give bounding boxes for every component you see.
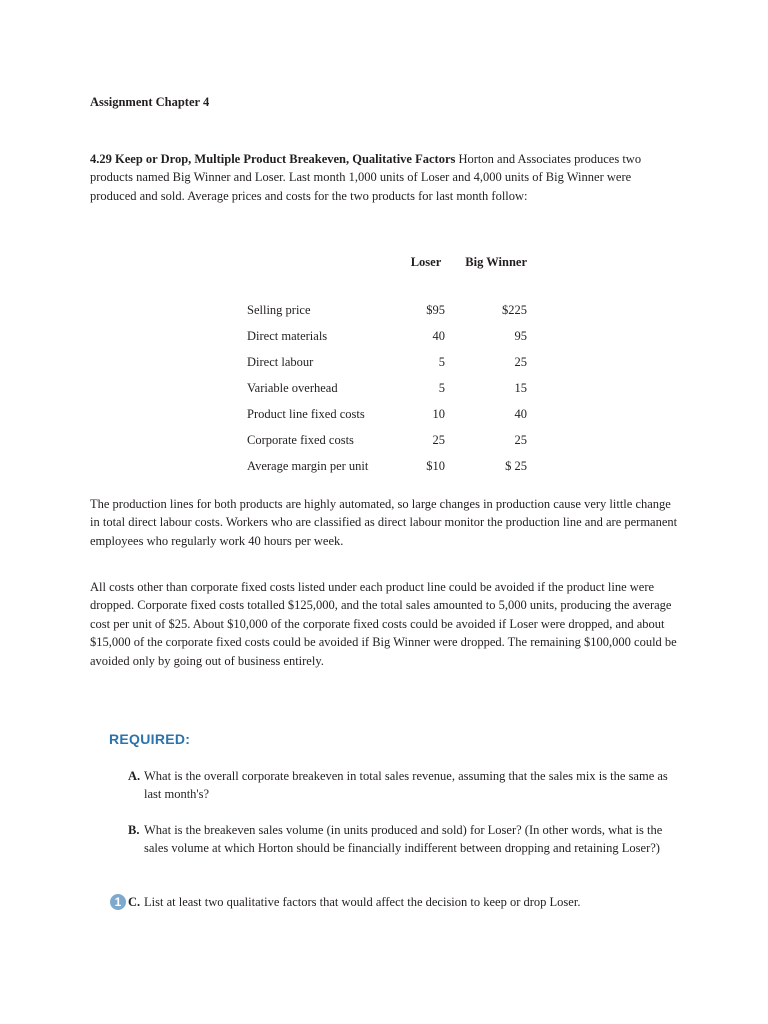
row-label: Variable overhead: [247, 380, 338, 395]
assignment-heading: Assignment Chapter 4: [90, 95, 210, 109]
table-row: [243, 453, 527, 479]
header-blank: [243, 253, 407, 297]
header-big-winner: Big Winner: [465, 255, 527, 269]
question-letter: B.: [128, 823, 140, 837]
header-loser: Loser: [410, 255, 442, 269]
table-row: [243, 297, 527, 323]
loser-value: $10: [426, 458, 445, 473]
big-winner-value: 25: [514, 432, 527, 447]
question-c: [128, 893, 678, 911]
loser-value: 25: [432, 432, 445, 447]
table-row: [243, 349, 527, 375]
loser-value: $95: [426, 302, 445, 317]
row-label: Product line fixed costs: [247, 406, 365, 421]
question-b: [128, 821, 678, 858]
loser-value: 5: [438, 354, 445, 369]
problem-intro: [90, 150, 678, 205]
table-row: [243, 401, 527, 427]
big-winner-value: 95: [514, 328, 527, 343]
loser-value: 10: [432, 406, 445, 421]
required-label: REQUIRED:: [109, 731, 191, 747]
question-letter: C.: [128, 895, 141, 909]
cost-table: [243, 253, 527, 479]
loser-value: 5: [438, 380, 445, 395]
learning-objective-badge-icon: 1: [110, 894, 126, 910]
paragraph-production-lines: The production lines for both products are highly automated, so large changes in production cause very little change in total direct labour costs. Workers who are classified as direct labour monitor the production line and are permanent employees who regularly work 40 hours per week.: [90, 497, 678, 548]
question-a: [128, 767, 678, 804]
question-text: What is the breakeven sales volume (in units produced and sold) for Loser? (In other words, what is the sales volume at which Horton should be financially indifferent between dropping and retaining Loser?): [144, 823, 663, 856]
loser-value: 40: [432, 328, 445, 343]
big-winner-value: 40: [514, 406, 527, 421]
big-winner-value: 25: [514, 354, 527, 369]
big-winner-value: $ 25: [505, 458, 527, 473]
problem-title: 4.29 Keep or Drop, Multiple Product Breakeven, Qualitative Factors: [90, 152, 456, 166]
question-text: List at least two qualitative factors that would affect the decision to keep or drop Loser.: [144, 895, 581, 909]
table-header-row: [243, 253, 527, 297]
question-letter: A.: [128, 769, 141, 783]
row-label: Direct labour: [247, 354, 314, 369]
row-label: Selling price: [247, 302, 311, 317]
table-row: [243, 427, 527, 453]
paragraph-avoidable-costs: All costs other than corporate fixed costs listed under each product line could be avoided if the product line were dropped. Corporate fixed costs totalled $125,000, and the total sales amounted to 5,000 units, producing the average cost per unit of $25. About $10,000 of the corporate fixed costs could be avoided if Loser were dropped, and about $15,000 of the corporate fixed costs could be avoided if Big Winner were dropped. The remaining $100,000 could be avoided only by going out of business entirely.: [90, 580, 677, 668]
big-winner-value: 15: [514, 380, 527, 395]
big-winner-value: $225: [502, 302, 527, 317]
table-row: [243, 323, 527, 349]
row-label: Average margin per unit: [247, 458, 369, 473]
table-row: [243, 375, 527, 401]
row-label: Direct materials: [247, 328, 328, 343]
row-label: Corporate fixed costs: [247, 432, 354, 447]
problem-intro-text: Horton and Associates produces two products named Big Winner and Loser. Last month 1,000 units of Loser and 4,000 units of Big Winner were produced and sold. Average prices and costs for the two products for last month follow:: [90, 152, 642, 203]
question-text: What is the overall corporate breakeven in total sales revenue, assuming that the sales mix is the same as last month's?: [144, 769, 668, 802]
